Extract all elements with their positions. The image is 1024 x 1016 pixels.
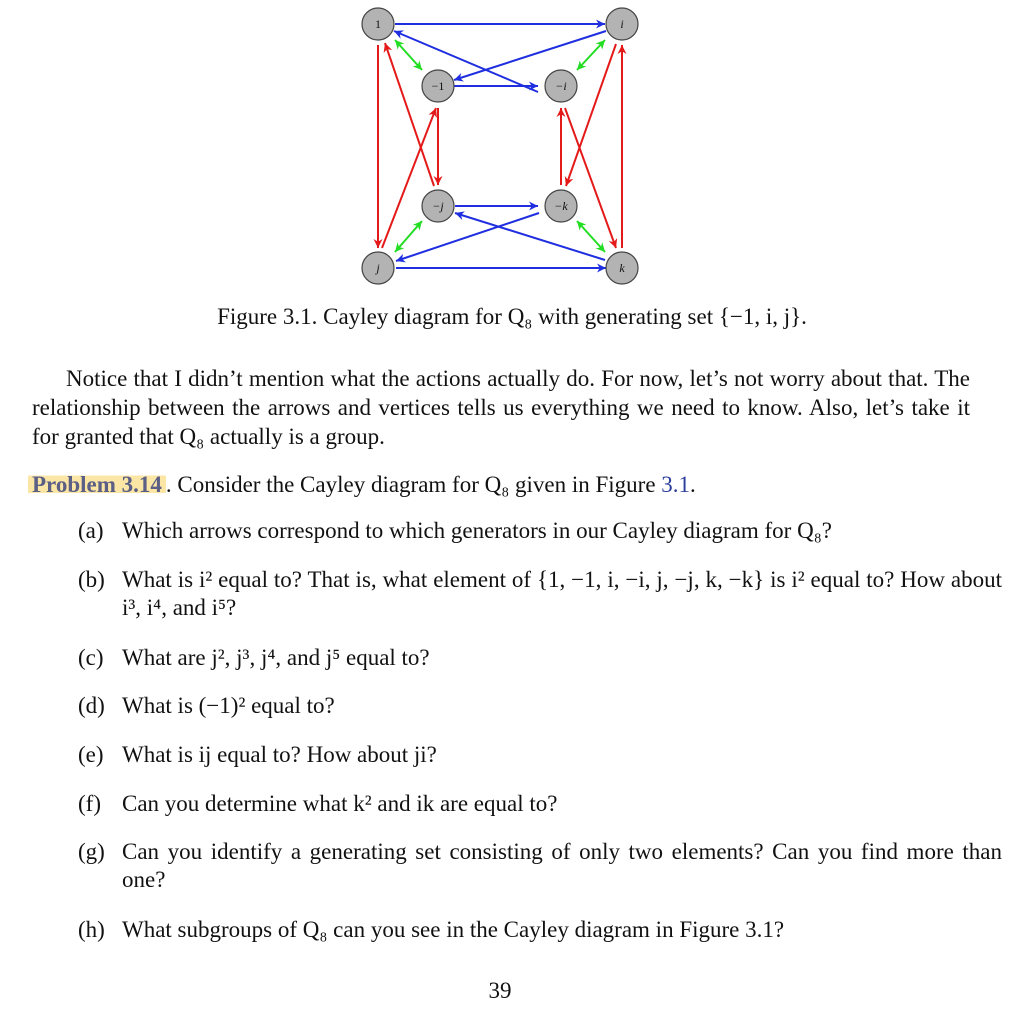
vertex-label: −1 (431, 79, 445, 93)
edge-1-minus1 (395, 40, 422, 70)
edge-i-to-minus1 (454, 31, 606, 80)
cayley-diagram (340, 0, 660, 300)
problem-heading (32, 470, 972, 499)
vertex-minus1 (422, 70, 454, 102)
vertex-i (606, 8, 638, 40)
item-text: What is i² equal to? That is, what element of {1, −1, i, −i, j, −j, k, −k} is i² equal to? How about i³, i⁴, and i⁵? (122, 567, 1002, 620)
vertex-label: k (619, 261, 625, 275)
vertex-label: j (376, 261, 380, 275)
item-text: Can you determine what k² and ik are equal to? (122, 791, 558, 816)
edge-i-minusi (577, 40, 605, 70)
vertex-minusi (545, 70, 577, 102)
minus1-arrows (395, 40, 605, 252)
edge-k-to-minusj (455, 213, 605, 260)
caption-text: Figure 3.1. Cayley diagram for Q₈ with generating set {−1, i, j}. (217, 304, 807, 329)
item-letter: (d) (78, 693, 105, 718)
item-text: What are j², j³, j⁴, and j⁵ equal to? (122, 645, 430, 670)
problem-end: . (690, 472, 696, 497)
vertex-label: 1 (375, 17, 381, 31)
edge-k-minusk (577, 221, 605, 252)
paragraph-text: Notice that I didn’t mention what the actions actually do. For now, let’s not worry about that. The relationship between the arrows and vertices tells us everything we need to know. Also, let’s take it for granted that Q₈ actually is a group. (32, 366, 970, 449)
edge-i-to-minusk (566, 44, 616, 186)
item-text: What is (−1)² equal to? (122, 693, 335, 718)
vertex-k (606, 252, 638, 284)
edge-j-to-minus1 (382, 108, 436, 248)
edge-minusi-to-k (565, 108, 616, 248)
item-letter: (f) (78, 791, 101, 816)
item-text: What is ij equal to? How about ji? (122, 742, 437, 767)
item-text: Which arrows correspond to which generators in our Cayley diagram for Q₈? (122, 518, 832, 543)
problem-intro: . Consider the Cayley diagram for Q₈ given in Figure (165, 472, 662, 497)
item-letter: (b) (78, 567, 105, 592)
vertex-minusj (422, 190, 454, 222)
vertex-1 (362, 8, 394, 40)
vertex-j (362, 252, 394, 284)
edge-j-minusj (395, 221, 422, 252)
vertex-label: −i (555, 79, 567, 93)
vertex-label: −k (554, 199, 568, 213)
item-letter: (g) (78, 839, 105, 864)
page-number: 39 (488, 978, 512, 1003)
body-paragraph (32, 364, 970, 451)
edge-minusj-to-1 (385, 43, 434, 186)
problem-label: Problem 3.14 (28, 472, 166, 497)
vertex-minusk (545, 190, 577, 222)
j-arrows (378, 43, 622, 248)
edge-minusk-to-j (396, 213, 539, 261)
item-letter: (h) (78, 917, 105, 942)
figure-caption (0, 304, 1024, 330)
item-letter: (c) (78, 645, 104, 670)
problem-3-14 (32, 470, 1002, 942)
vertex-label: −j (432, 199, 444, 213)
item-letter: (e) (78, 742, 104, 767)
item-text: Can you identify a generating set consisting of only two elements? Can you find more than one? (122, 839, 1002, 892)
vertex-label: i (620, 17, 624, 31)
item-text: What subgroups of Q₈ can you see in the Cayley diagram in Figure 3.1? (122, 917, 785, 942)
item-letter: (a) (78, 518, 104, 543)
i-arrows (394, 24, 606, 268)
figure-link[interactable]: 3.1 (661, 472, 691, 497)
